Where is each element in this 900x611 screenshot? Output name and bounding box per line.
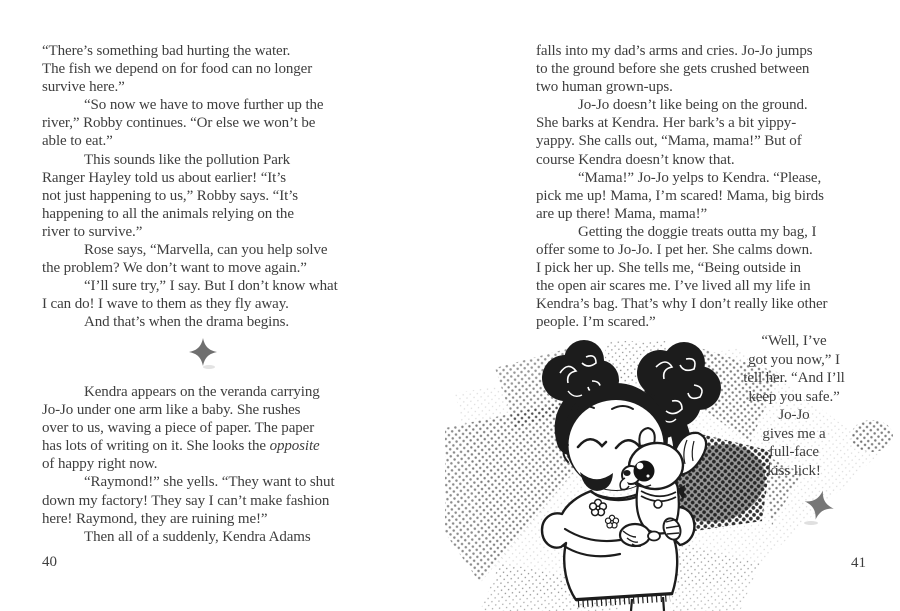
- page-number-left: 40: [42, 554, 57, 570]
- italic-word: opposite: [269, 438, 320, 455]
- story-line: not just happening to us,” Robby says. “It’s: [42, 187, 298, 204]
- story-line: gives me a: [762, 425, 826, 442]
- story-line: able to eat.”: [42, 133, 113, 150]
- story-line: “Raymond!” she yells. “They want to shut: [84, 474, 335, 491]
- story-line: “I’ll sure try,” I say. But I don’t know what: [84, 278, 338, 295]
- story-line: “There’s something bad hurting the water.: [42, 43, 291, 59]
- story-line: to the ground before she gets crushed between: [536, 61, 810, 78]
- story-line: Jo-Jo doesn’t like being on the ground.: [578, 97, 808, 114]
- story-line: The fish we depend on for food can no longer: [42, 61, 313, 78]
- story-line: kiss lick!: [767, 462, 821, 479]
- sparkle-icon: [801, 488, 839, 528]
- story-line: the open air scares me. I’ve lived all my life in: [536, 278, 811, 295]
- story-line: happening to all the animals relying on the: [42, 205, 294, 222]
- story-line: here! Raymond, they are ruining me!”: [42, 510, 268, 527]
- story-line: tell her. “And I’ll: [743, 370, 845, 386]
- story-line: This sounds like the pollution Park: [84, 151, 291, 168]
- wrap-text-block: [731, 332, 857, 480]
- story-line: survive here.”: [42, 79, 125, 96]
- story-line: full-face: [769, 444, 819, 460]
- story-line: Getting the doggie treats outta my bag, I: [578, 223, 817, 240]
- left-text-block-2: [42, 383, 335, 546]
- story-line: course Kendra doesn’t know that.: [536, 151, 735, 168]
- story-line: Then all of a suddenly, Kendra Adams: [84, 528, 311, 545]
- story-line: Rose says, “Marvella, can you help solve: [84, 242, 328, 259]
- story-line: keep you safe.”: [748, 388, 840, 405]
- story-line: has lots of writing on it. She looks the opposite: [42, 438, 320, 455]
- story-line: pick me up! Mama, I’m scared! Mama, big birds: [536, 187, 824, 204]
- story-line: falls into my dad’s arms and cries. Jo-Jo jumps: [536, 43, 813, 59]
- story-line: “Mama!” Jo-Jo yelps to Kendra. “Please,: [578, 169, 822, 186]
- story-line: And that’s when the drama begins.: [84, 314, 289, 331]
- story-line: Ranger Hayley told us about earlier! “It’s: [42, 169, 287, 186]
- story-line: down my factory! They say I can’t make fashion: [42, 492, 330, 509]
- story-line: yappy. She calls out, “Mama, mama!” But of: [536, 133, 802, 150]
- story-line: Jo-Jo under one arm like a baby. She rushes: [42, 402, 301, 419]
- story-line: “So now we have to move further up the: [84, 97, 324, 114]
- story-line: Kendra’s bag. That’s why I don’t really like other: [536, 296, 828, 313]
- left-text-block-1: [42, 42, 338, 332]
- story-line: I pick her up. She tells me, “Being outside in: [536, 260, 801, 277]
- story-line: of happy right now.: [42, 456, 158, 473]
- story-line: river to survive.”: [42, 223, 143, 240]
- story-line: two human grown-ups.: [536, 79, 673, 96]
- page-number-right: 41: [851, 555, 866, 571]
- story-line: Kendra appears on the veranda carrying: [84, 384, 320, 400]
- story-line: people. I’m scared.”: [536, 314, 656, 331]
- story-line: She barks at Kendra. Her bark’s a bit yippy-: [536, 115, 797, 132]
- story-line: “Well, I’ve: [761, 333, 827, 349]
- story-line: the problem? We don’t want to move again.”: [42, 260, 307, 277]
- story-line: river,” Robby continues. “Or else we won’t be: [42, 115, 316, 132]
- story-line: over to us, waving a piece of paper. The paper: [42, 420, 315, 437]
- story-line: Jo-Jo: [778, 407, 810, 423]
- story-line: are up there! Mama, mama!”: [536, 205, 708, 222]
- story-line: I can do! I wave to them as they fly away.: [42, 296, 289, 313]
- story-line: got you now,” I: [748, 351, 840, 368]
- story-line: offer some to Jo-Jo. I pet her. She calms down.: [536, 242, 813, 259]
- right-text-block-1: [536, 42, 827, 332]
- sparkle-icon: [188, 337, 220, 371]
